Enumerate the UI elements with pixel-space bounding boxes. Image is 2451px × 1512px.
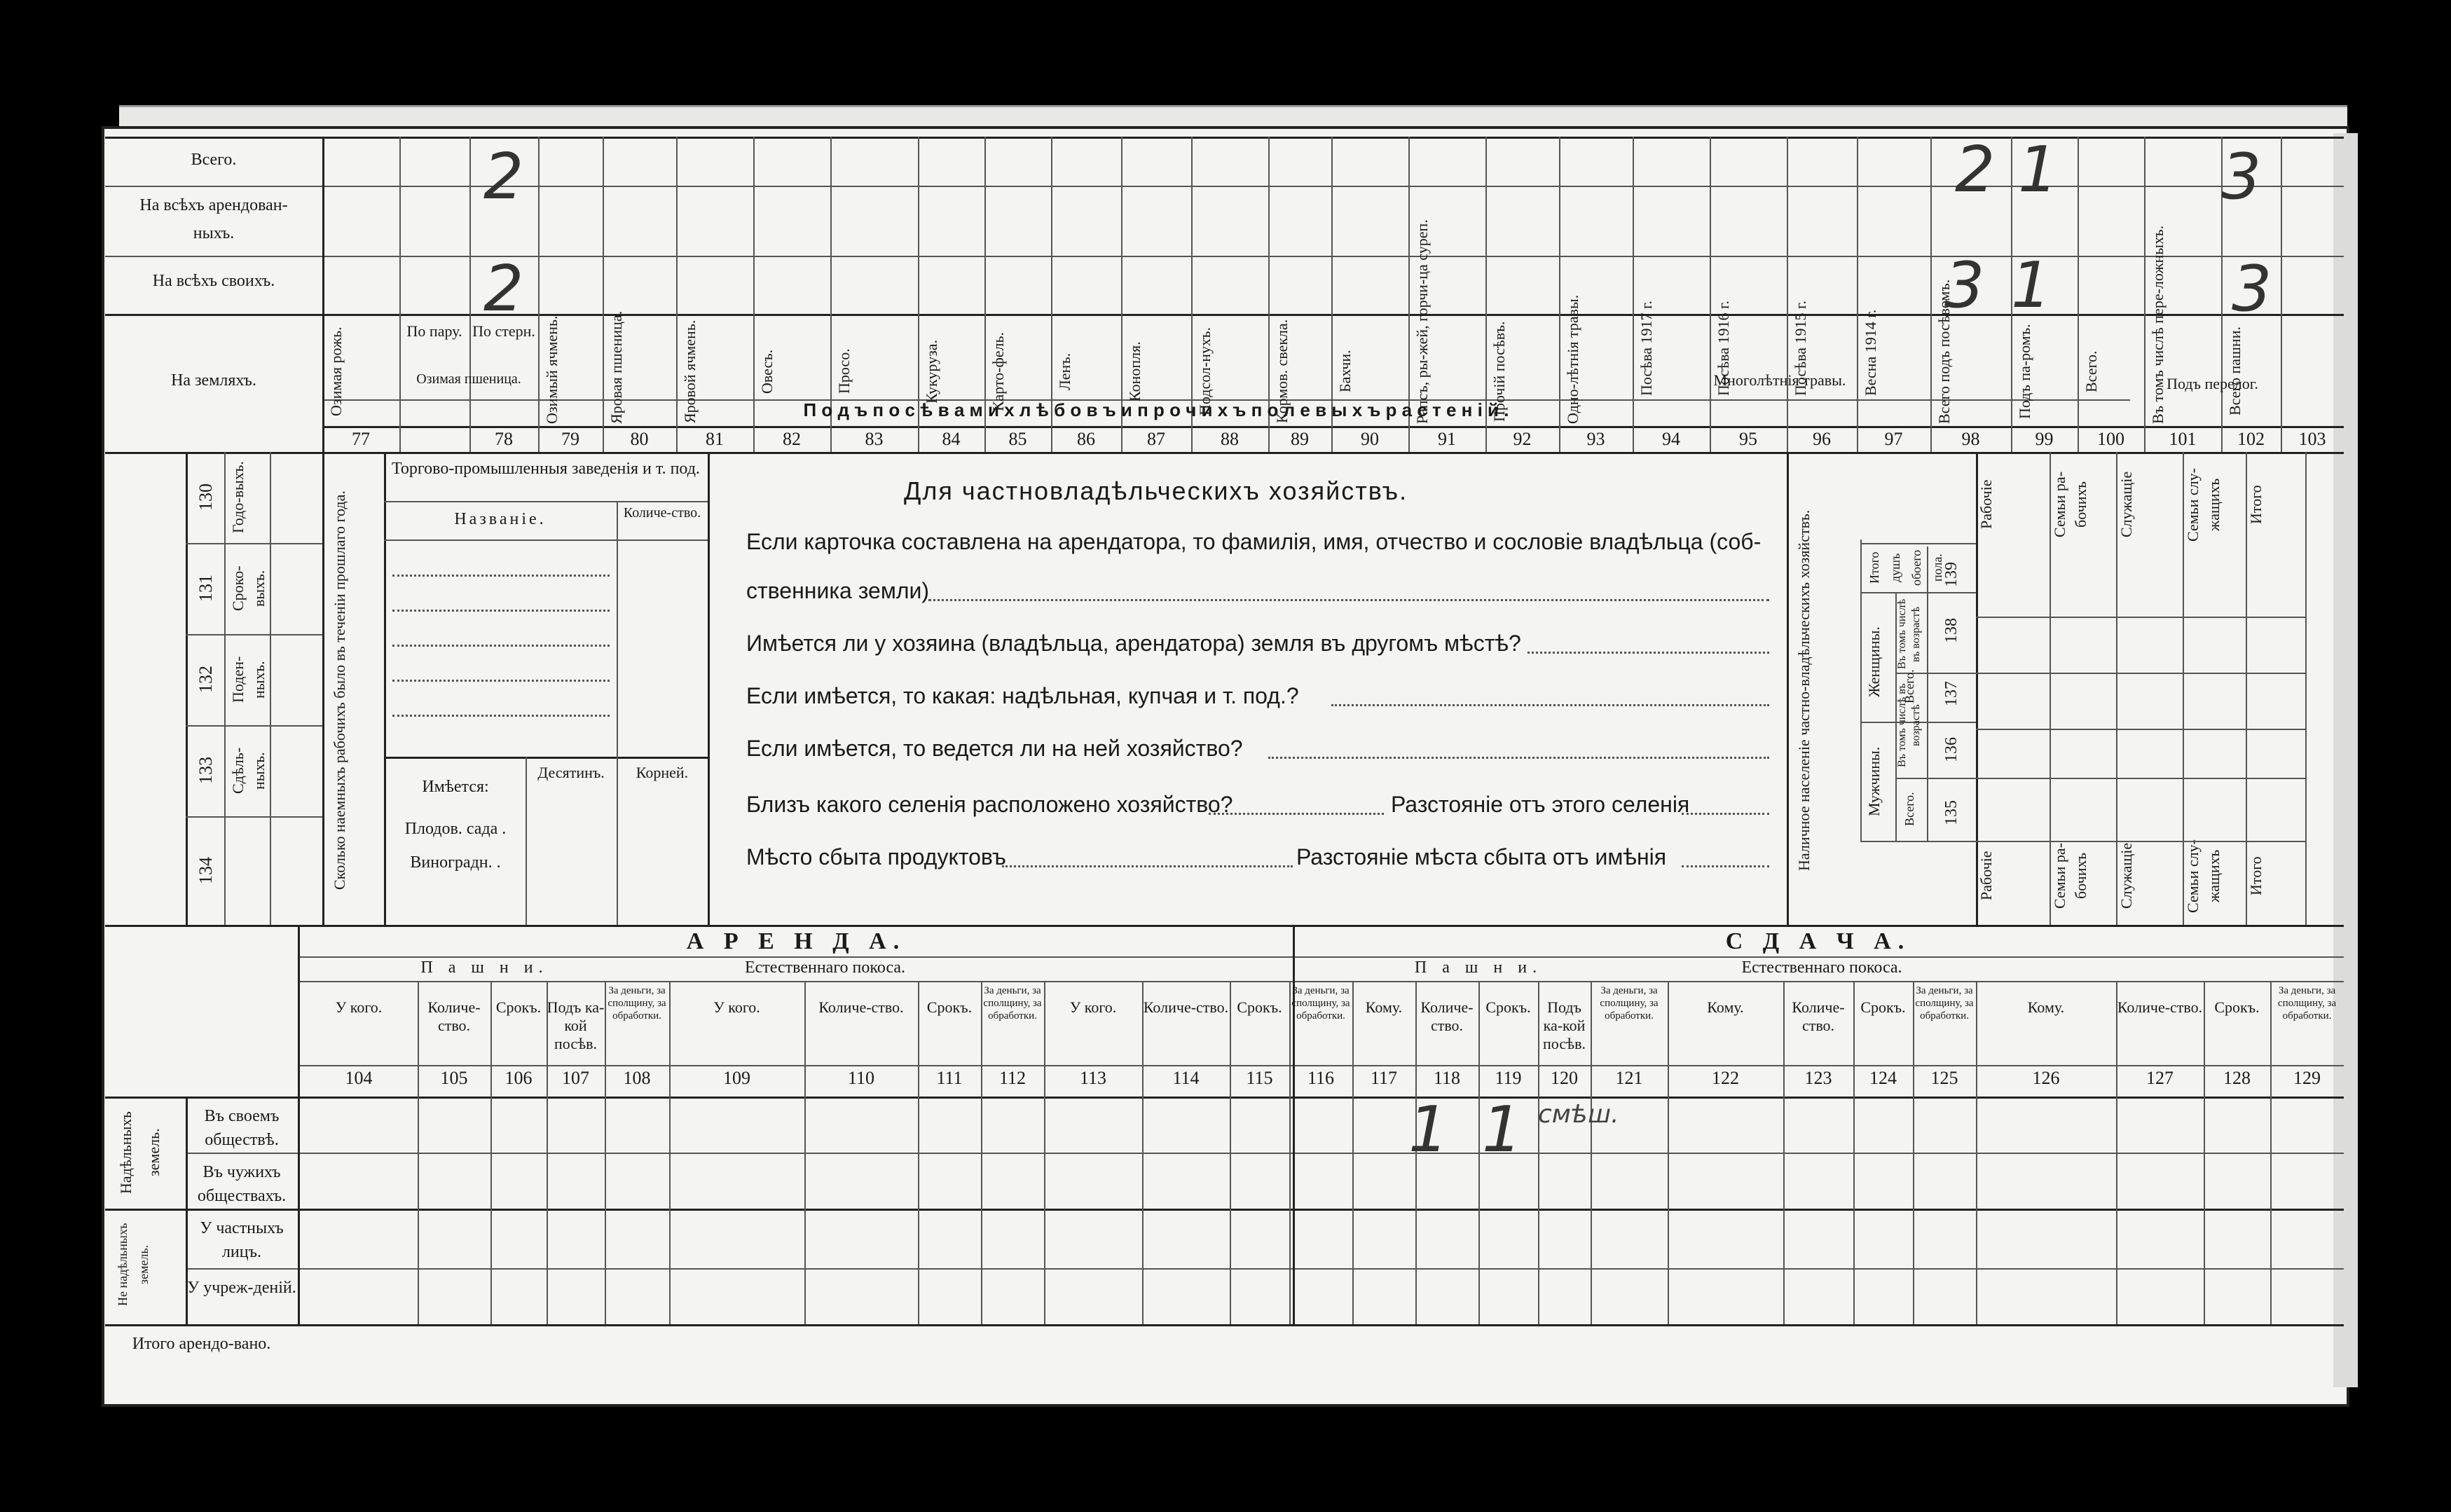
- lease-column-114: 114: [1172, 1068, 1200, 1088]
- lease-column-117: 117: [1370, 1068, 1398, 1088]
- rule-horizontal: [300, 981, 2344, 982]
- crop-header-17: Одно-лѣтнія травы.: [1564, 294, 1581, 424]
- worker-type-131: Сроко-выхъ.: [229, 565, 268, 612]
- rule-horizontal: [298, 956, 2344, 958]
- rule-vertical: [1668, 981, 1669, 1324]
- lease-header-9: У кого.: [1069, 998, 1117, 1016]
- column-number-92: 92: [1513, 429, 1532, 449]
- pop-col-bottom-0: Рабочіе: [1977, 851, 1995, 901]
- handwritten-total-2: 2: [483, 140, 524, 214]
- crop-header-24: Всего.: [2082, 350, 2100, 392]
- rule-vertical: [918, 981, 919, 1324]
- rule-vertical: [322, 452, 324, 925]
- column-number-83: 83: [865, 429, 884, 449]
- rule-horizontal: [1860, 543, 1976, 544]
- column-number-99: 99: [2035, 429, 2054, 449]
- rule-horizontal: [105, 1209, 2344, 1211]
- rule-horizontal: [1976, 778, 2305, 779]
- pop-col-top-4: Итого: [2247, 485, 2265, 524]
- rule-horizontal: [186, 725, 322, 727]
- rule-horizontal: [105, 1324, 2344, 1326]
- lease-header-10: Количе-ство.: [1143, 998, 1229, 1016]
- crop-header-13: Кормов. свекла.: [1273, 319, 1291, 424]
- card-back-edge: [119, 105, 2347, 128]
- column-number-94: 94: [1662, 429, 1680, 449]
- private-line-7b: Разстояніе мѣста сбыта отъ имѣнія: [1296, 844, 1667, 870]
- rule-vertical: [981, 981, 982, 1324]
- private-line-2: ственника земли): [746, 578, 930, 603]
- dotted-entry-line: [392, 575, 610, 577]
- pop-column-138: 138: [1942, 618, 1961, 643]
- pop-col-top-2: Служащіе: [2117, 471, 2135, 538]
- lease-row-label-3: У учреж-деній.: [187, 1279, 296, 1297]
- rule-vertical: [2116, 981, 2117, 1324]
- lease-column-105: 105: [440, 1068, 468, 1088]
- handwritten-total-3: 3: [2221, 140, 2262, 214]
- column-number-87: 87: [1147, 429, 1165, 449]
- private-line-7a: Мѣсто сбыта продуктовъ: [746, 844, 1006, 870]
- column-number-78: 78: [495, 429, 513, 449]
- column-number-88: 88: [1221, 429, 1239, 449]
- rule-vertical: [2204, 981, 2205, 1324]
- rule-vertical: [1787, 452, 1789, 925]
- column-number-86: 86: [1077, 429, 1095, 449]
- column-number-85: 85: [1008, 429, 1027, 449]
- rule-vertical: [490, 981, 492, 1324]
- lease-column-109: 109: [723, 1068, 750, 1088]
- rule-horizontal: [105, 186, 2344, 187]
- perennial-grass-group-label: Многолѣтнія травы.: [1713, 371, 1846, 389]
- crop-header-2: По стерн.: [472, 322, 535, 340]
- crop-header-3: Озимый ячмень.: [543, 315, 561, 424]
- roots-label: Корней.: [636, 764, 689, 781]
- column-number-96: 96: [1813, 429, 1831, 449]
- rule-horizontal: [1976, 673, 2305, 674]
- rule-horizontal: [105, 314, 2344, 316]
- rule-horizontal: [186, 1153, 2344, 1154]
- rule-vertical: [1913, 981, 1914, 1324]
- crop-header-23: Подъ па-ромъ.: [2016, 324, 2033, 419]
- lease-column-124: 124: [1869, 1068, 1897, 1088]
- crop-header-18: Посѣва 1917 г.: [1638, 300, 1655, 396]
- rule-horizontal: [105, 925, 2344, 927]
- pop-column-136: 136: [1942, 737, 1961, 762]
- rule-vertical: [2281, 137, 2282, 452]
- rule-vertical: [1230, 981, 1231, 1324]
- lease-header-2: Срокъ.: [495, 998, 542, 1016]
- lease-column-122: 122: [1712, 1068, 1739, 1088]
- trade-qty-label: Количе-ство.: [623, 505, 701, 521]
- private-title: Для частновладѣльческихъ хозяйствъ.: [904, 476, 1408, 505]
- rule-vertical: [1591, 981, 1592, 1324]
- column-number-84: 84: [942, 429, 961, 449]
- lease-column-125: 125: [1930, 1068, 1958, 1088]
- crop-header-5: Яровой ячмень.: [681, 319, 699, 423]
- rule-horizontal: [186, 634, 322, 635]
- crop-header-8: Кукуруза.: [923, 339, 940, 404]
- pop-col-bottom-1: Семьи ра-бочихъ: [2051, 842, 2089, 909]
- worker-type-132: Поден-ныхъ.: [229, 656, 268, 703]
- lease-column-113: 113: [1079, 1068, 1107, 1088]
- lease-column-108: 108: [623, 1068, 651, 1088]
- private-line-6a: Близъ какого селенія расположено хозяйство?: [746, 792, 1233, 817]
- pop-col-bottom-2: Служащіе: [2117, 842, 2135, 909]
- lease-header-15: Срокъ.: [1485, 998, 1531, 1016]
- lease-column-120: 120: [1551, 1068, 1578, 1088]
- sdacha-arable-label: П а ш н и.: [1414, 958, 1543, 977]
- rule-vertical: [804, 981, 806, 1324]
- arenda-hay-label: Естественнаго покоса.: [744, 958, 906, 977]
- lease-column-110: 110: [847, 1068, 875, 1088]
- column-number-79: 79: [561, 429, 579, 449]
- worker-column-number-134: 134: [195, 857, 216, 884]
- present-population-title: Наличное населеніе частно-владѣльческихъ хозяйствъ.: [1795, 509, 1813, 871]
- rule-vertical: [1289, 981, 1291, 1324]
- lease-header-8: За деньги, за сполщину, за обработки.: [983, 985, 1042, 1022]
- pop-col-top-3: Семьи слу-жащихъ: [2184, 467, 2223, 542]
- worker-column-number-131: 131: [195, 575, 216, 603]
- crop-header-14: Бахчи.: [1336, 350, 1354, 393]
- lease-header-12: За деньги, за сполщину, за обработки.: [1291, 985, 1350, 1022]
- rule-vertical: [1853, 981, 1855, 1324]
- rule-vertical: [1142, 981, 1144, 1324]
- crop-header-11: Конопля.: [1126, 341, 1144, 401]
- lease-column-127: 127: [2146, 1068, 2174, 1088]
- rule-horizontal: [1976, 729, 2305, 730]
- lease-header-20: Срокъ.: [1860, 998, 1906, 1016]
- column-number-89: 89: [1291, 429, 1309, 449]
- men-total-label: Всего.: [1902, 792, 1916, 827]
- lease-column-118: 118: [1433, 1068, 1461, 1088]
- crop-header-20: Посѣва 1915 г.: [1792, 300, 1809, 396]
- worker-column-number-132: 132: [195, 666, 216, 694]
- private-line-3: Имѣется ли у хозяина (владѣльца, арендатора) земля въ другомъ мѣстѣ?: [746, 631, 1521, 656]
- worker-column-number-133: 133: [195, 757, 216, 785]
- rule-vertical: [224, 452, 226, 925]
- crop-header-25: Въ томъ числѣ пере-ложныхъ.: [2149, 225, 2167, 424]
- lease-column-128: 128: [2223, 1068, 2251, 1088]
- private-line-4: Если имѣется, то какая: надѣльная, купчая и т. под.?: [746, 683, 1299, 708]
- winter-wheat-group-label: Озимая пшеница.: [416, 371, 521, 387]
- trade-title: Торгово-промышленныя заведенія и т. под.: [392, 460, 700, 478]
- dotted-entry-line: [392, 645, 610, 647]
- rule-vertical: [1927, 547, 1928, 841]
- private-line-1: Если карточка составлена на арендатора, то фамилія, имя, отчество и сословіе владѣльца (соб-: [746, 529, 1762, 554]
- rule-horizontal: [384, 539, 708, 541]
- column-number-77: 77: [352, 429, 370, 449]
- column-number-93: 93: [1586, 429, 1605, 449]
- row-total-label: Всего.: [191, 151, 237, 169]
- lease-header-19: Количе-ство.: [1792, 998, 1845, 1034]
- crop-header-7: Просо.: [835, 348, 853, 394]
- lease-header-1: Количе-ство.: [427, 998, 481, 1034]
- lease-header-18: Кому.: [1707, 998, 1744, 1016]
- handwritten-own-3: 3: [1944, 249, 1985, 322]
- rule-horizontal: [1895, 778, 1976, 779]
- handwritten-own-2: 2: [483, 252, 524, 326]
- handwritten-own-3b: 3: [2232, 252, 2272, 326]
- men-label: Мужчины.: [1865, 746, 1883, 816]
- lease-column-111: 111: [936, 1068, 963, 1088]
- lease-header-7: Срокъ.: [926, 998, 973, 1016]
- rule-horizontal: [384, 757, 708, 759]
- rule-horizontal: [1976, 617, 2305, 618]
- rule-horizontal: [322, 426, 2344, 428]
- crop-header-6: Овесъ.: [758, 349, 776, 394]
- has-label: Имѣется:: [422, 778, 489, 796]
- worker-column-number-130: 130: [195, 483, 216, 511]
- crop-header-0: Озимая рожь.: [327, 327, 345, 416]
- private-line-6b-dots: [1682, 813, 1769, 815]
- rule-vertical: [1352, 981, 1354, 1324]
- column-number-80: 80: [630, 429, 649, 449]
- rule-horizontal: [105, 1097, 2344, 1099]
- private-line-3-dots: [1527, 652, 1769, 654]
- lease-column-126: 126: [2032, 1068, 2060, 1088]
- column-number-97: 97: [1884, 429, 1903, 449]
- sdacha-title: С Д А Ч А.: [1725, 928, 1911, 954]
- pop-col-bottom-3: Семьи слу-жащихъ: [2184, 839, 2223, 913]
- column-number-100: 100: [2097, 429, 2124, 449]
- column-number-82: 82: [783, 429, 801, 449]
- rule-vertical: [617, 757, 618, 925]
- lease-column-107: 107: [562, 1068, 589, 1088]
- lease-column-112: 112: [998, 1068, 1027, 1088]
- dotted-entry-line: [392, 610, 610, 612]
- trade-name-label: Названіе.: [454, 510, 547, 528]
- lease-column-104: 104: [345, 1068, 373, 1088]
- column-number-102: 102: [2237, 429, 2265, 449]
- rule-vertical: [526, 757, 527, 925]
- rule-horizontal: [1976, 841, 2305, 842]
- crop-header-4: Яровая пшеница.: [607, 310, 625, 424]
- rule-vertical: [270, 452, 271, 925]
- private-line-4-dots: [1331, 704, 1769, 706]
- fallow-group-label: Подъ перелог.: [2167, 375, 2258, 392]
- allotted-lands-label: Надѣльныхъ земель.: [117, 1111, 163, 1194]
- dotted-entry-line: [392, 715, 610, 717]
- pop-column-137: 137: [1942, 681, 1961, 706]
- column-number-101: 101: [2169, 429, 2197, 449]
- rule-horizontal: [186, 816, 322, 818]
- lease-column-115: 115: [1246, 1068, 1273, 1088]
- crop-header-22: Всего подъ посѣвомъ.: [1935, 279, 1953, 424]
- rule-horizontal: [105, 452, 2344, 454]
- rule-vertical: [708, 452, 710, 925]
- column-number-90: 90: [1361, 429, 1379, 449]
- lease-header-5: У кого.: [713, 998, 760, 1016]
- vineyard-label: Виноградн. .: [410, 853, 501, 872]
- private-line-5: Если имѣется, то ведется ли на ней хозяйство?: [746, 736, 1243, 761]
- lease-column-119: 119: [1495, 1068, 1522, 1088]
- women-total-label: Всего.: [1902, 669, 1916, 704]
- rule-horizontal: [186, 543, 322, 544]
- arenda-arable-label: П а ш н и.: [420, 958, 549, 977]
- pop-col-bottom-4: Итого: [2247, 856, 2265, 895]
- lease-column-121: 121: [1615, 1068, 1643, 1088]
- handwritten-sdacha-term: 1: [1482, 1093, 1523, 1167]
- lease-row-label-1: Въ чужихъ обществахъ.: [197, 1163, 287, 1205]
- rule-vertical: [1044, 981, 1045, 1324]
- worker-type-134: [228, 823, 270, 918]
- crop-header-10: Ленъ.: [1056, 352, 1073, 390]
- rule-horizontal: [1860, 841, 1976, 842]
- column-number-98: 98: [1961, 429, 1980, 449]
- lease-row-label-4: Итого арендо-вано.: [132, 1335, 271, 1353]
- women-age-label: Въ томъ числѣ въ возрастѣ: [1896, 598, 1922, 670]
- column-number-81: 81: [706, 429, 724, 449]
- column-number-103: 103: [2298, 429, 2326, 449]
- pop-column-135: 135: [1942, 800, 1961, 825]
- lease-header-16: Подъ ка-кой посѣв.: [1543, 998, 1586, 1052]
- row-on-lands-label: На земляхъ.: [171, 371, 256, 390]
- lease-header-0: У кого.: [335, 998, 383, 1016]
- orchard-label: Плодов. сада .: [404, 820, 507, 838]
- rule-vertical: [669, 981, 671, 1324]
- men-age-label: Въ томъ числѣ въ возрастѣ: [1896, 683, 1922, 767]
- crop-header-12: Подсол-нухъ.: [1196, 327, 1214, 416]
- arenda-title: А Р Е Н Д А.: [686, 928, 907, 954]
- pop-col-top-0: Рабочіе: [1977, 479, 1995, 530]
- rule-horizontal: [384, 501, 708, 502]
- crop-header-9: Карто-фель.: [989, 331, 1007, 411]
- row-rented-label: На всѣхъ арендован-: [139, 196, 288, 214]
- pop-col-top-1: Семьи ра-бочихъ: [2051, 471, 2089, 538]
- non-allotted-lands-label: Не надѣльныхъ земель.: [116, 1223, 151, 1307]
- private-line-7b-dots: [1682, 865, 1769, 867]
- crop-header-19: Посѣва 1916 г.: [1715, 300, 1732, 396]
- lease-header-17: За деньги, за сполщину, за обработки.: [1600, 985, 1659, 1022]
- rule-vertical: [186, 452, 188, 925]
- handwritten-sdacha-qty: 1: [1408, 1093, 1449, 1167]
- rule-horizontal: [105, 256, 2344, 257]
- rule-vertical: [605, 981, 606, 1324]
- lease-header-21: За деньги, за сполщину, за обработки.: [1915, 985, 1974, 1022]
- hired-workers-title: Сколько наемныхъ рабочихъ было въ теченіи прошлаго года.: [331, 490, 348, 890]
- column-number-95: 95: [1739, 429, 1757, 449]
- crop-header-15: Рапсъ, ры-жей, горчи-ца суреп.: [1413, 219, 1431, 424]
- lease-header-13: Кому.: [1365, 998, 1403, 1016]
- lease-header-23: Количе-ство.: [2117, 998, 2203, 1016]
- private-line-7-dots: [1002, 865, 1293, 867]
- dotted-entry-line: [392, 680, 610, 682]
- worker-type-130: Годо-выхъ.: [229, 461, 247, 534]
- rule-vertical: [1976, 981, 1977, 1324]
- lease-header-14: Количе-ство.: [1420, 998, 1474, 1034]
- rule-vertical: [298, 925, 300, 1324]
- handwritten-sdacha-note: смѣш.: [1538, 1100, 1619, 1129]
- lease-column-123: 123: [1804, 1068, 1832, 1088]
- worker-type-133: Сдѣль-ныхъ.: [229, 747, 268, 795]
- rule-vertical: [2270, 981, 2272, 1324]
- crop-header-26: Всего пашни.: [2226, 327, 2244, 416]
- women-label: Женщины.: [1865, 626, 1883, 698]
- rule-vertical: [2305, 452, 2307, 925]
- column-number-91: 91: [1438, 429, 1456, 449]
- rule-horizontal: [186, 1268, 2344, 1270]
- lease-header-6: Количе-ство.: [818, 998, 904, 1016]
- row-rented-label-2: ныхъ.: [193, 224, 235, 242]
- private-line-6-dots: [1209, 813, 1384, 815]
- crop-header-1: По пару.: [406, 322, 462, 340]
- lease-column-129: 129: [2293, 1068, 2321, 1088]
- handwritten-total-2b: 2: [1955, 133, 1996, 207]
- lease-header-11: Срокъ.: [1237, 998, 1282, 1016]
- rule-horizontal: [105, 137, 2344, 139]
- rule-vertical: [617, 501, 618, 757]
- rule-vertical: [1478, 981, 1480, 1324]
- crop-header-21: Весна 1914 г.: [1862, 309, 1879, 396]
- handwritten-own-1: 1: [2011, 249, 2052, 322]
- total-souls-label: Итого душъ обоего пола.: [1867, 549, 1944, 586]
- private-line-5-dots: [1268, 757, 1769, 759]
- crop-header-16: Прочій посѣвъ.: [1490, 321, 1508, 422]
- lease-header-24: Срокъ.: [2214, 998, 2260, 1016]
- private-line-2-dots: [928, 599, 1769, 601]
- lease-row-label-0: Въ своемъ обществѣ.: [204, 1107, 280, 1149]
- handwritten-total-1: 1: [2018, 133, 2059, 207]
- lease-row-label-2: У частныхъ лицъ.: [200, 1219, 284, 1261]
- card-side-edge: [2333, 133, 2358, 1387]
- pop-column-139: 139: [1942, 562, 1961, 587]
- row-own-label: На всѣхъ своихъ.: [152, 272, 275, 290]
- lease-column-106: 106: [504, 1068, 533, 1088]
- lease-header-4: За деньги, за сполщину, за обработки.: [607, 985, 666, 1022]
- private-line-6b: Разстояніе отъ этого селенія: [1391, 792, 1690, 817]
- sdacha-hay-label: Естественнаго покоса.: [1741, 958, 1902, 977]
- lease-column-116: 116: [1307, 1068, 1335, 1088]
- lease-header-25: За деньги, за сполщину, за обработки.: [2277, 985, 2337, 1022]
- lease-header-3: Подъ ка-кой посѣв.: [547, 998, 605, 1052]
- lease-header-22: Кому.: [2027, 998, 2065, 1016]
- desyatin-label: Десятинъ.: [537, 764, 605, 781]
- crops-band-title: П о д ъ п о с ѣ в а м и х л ѣ б о в ъ и п р о ч и х ъ п о л е в ы х ъ р а с т е н і й .: [803, 399, 1509, 420]
